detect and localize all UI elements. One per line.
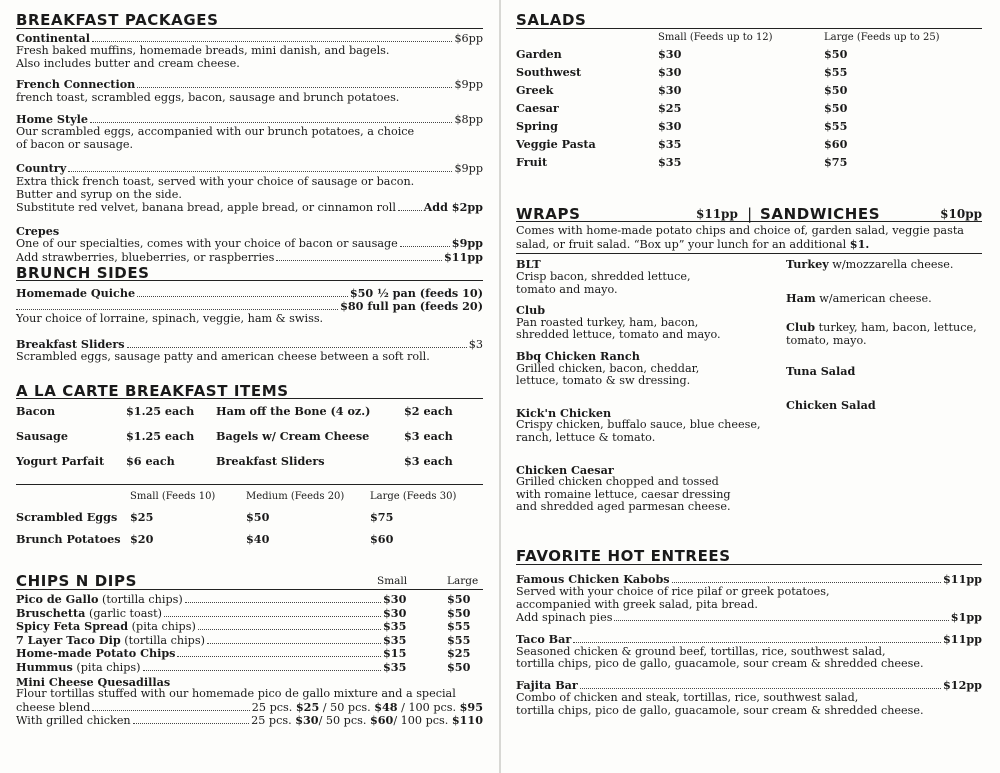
item-quesadillas — [16, 676, 483, 728]
table-row — [516, 66, 982, 84]
leader-dots — [137, 87, 452, 88]
cell: Bacon — [16, 404, 56, 419]
cell: $1.25 each — [126, 429, 195, 444]
wraps-intro: Comes with home-made potato chips and choice of, garden salad, veggie pasta — [516, 224, 964, 238]
item-desc: Grilled chicken chopped and tossed — [516, 475, 719, 489]
item-price: $9pp — [454, 78, 483, 92]
item-desc: of bacon or sausage. — [16, 137, 134, 151]
item-name: Tuna Salad — [786, 364, 856, 379]
cell: $35 — [658, 136, 682, 151]
cell: Spring — [516, 118, 559, 133]
list-item — [516, 464, 776, 514]
cell: $20 — [130, 532, 154, 547]
list-item — [16, 607, 483, 621]
item-desc: shredded lettuce, tomato and mayo. — [516, 328, 721, 342]
cell: $75 — [824, 154, 848, 169]
item-home-style — [16, 113, 483, 152]
item-continental — [16, 32, 483, 71]
cell: $1.25 each — [126, 404, 195, 419]
cell: Ham off the Bone (4 oz.) — [216, 404, 371, 419]
cell: $35 — [658, 154, 682, 169]
list-item — [16, 620, 483, 634]
item-price: $8pp — [454, 112, 483, 126]
item-desc: turkey, ham, bacon, lettuce, — [815, 321, 977, 335]
leader-dots — [185, 602, 381, 603]
brunch-sides-heading: BRUNCH SIDES — [16, 267, 483, 282]
cell: $30 — [658, 118, 682, 133]
table-row — [16, 430, 483, 455]
item-price: $11pp — [943, 571, 982, 586]
leader-dots — [573, 642, 941, 643]
item-fajita-bar — [516, 679, 982, 717]
item-name: Chicken Salad — [786, 398, 876, 413]
intro-text: salad, or fruit salad. “Box up” your lunch for an additional — [516, 237, 850, 251]
item-french-connection — [16, 78, 483, 104]
item-desc: Scrambled eggs, sausage patty and american cheese between a soft roll. — [16, 350, 430, 364]
leader-dots — [68, 171, 452, 172]
item-desc: With grilled chicken — [16, 714, 131, 728]
leader-dots — [398, 210, 422, 211]
item-desc: Seasoned chicken & ground beef, tortillas, rice, southwest salad, — [516, 644, 886, 658]
item-crepes — [16, 225, 483, 265]
item-desc: Combo of chicken and steak, tortillas, rice, southwest salad, — [516, 690, 859, 704]
table-row — [516, 138, 982, 156]
leader-dots — [580, 688, 941, 689]
cell: $50 — [824, 82, 848, 97]
item-name: Home Style — [16, 111, 88, 126]
table-row — [516, 84, 982, 102]
qty: / 100 pcs. — [397, 700, 460, 714]
dip-name: Home-made Potato Chips — [16, 646, 176, 661]
item-desc: accompanied with greek salad, pita bread. — [516, 597, 758, 611]
cell: $60 — [824, 136, 848, 151]
item-breakfast-sliders — [16, 338, 483, 364]
leader-dots — [137, 296, 348, 297]
item-desc: One of our specialties, comes with your choice of bacon or sausage — [16, 237, 398, 251]
dip-note: (pita chips) — [76, 661, 141, 675]
cell — [516, 32, 658, 48]
item-price: $80 full pan (feeds 20) — [340, 299, 483, 314]
header-large: Large — [447, 575, 479, 588]
leader-dots — [614, 620, 948, 621]
item-name: Country — [16, 161, 67, 176]
salads-table — [516, 32, 982, 174]
item-extra-price: $1pp — [950, 610, 982, 625]
price-small: $35 — [383, 619, 407, 634]
dip-note: (tortilla chips) — [102, 593, 183, 607]
price: $25 — [295, 699, 320, 714]
divider — [16, 484, 483, 485]
qty: / 100 pcs. — [393, 714, 452, 728]
divider — [516, 253, 982, 254]
substitute-price: Add $2pp — [423, 200, 483, 215]
price-small: $15 — [383, 646, 407, 661]
qty: 25 pcs. — [251, 700, 296, 714]
item-desc: cheese blend — [16, 700, 91, 714]
cell: Yogurt Parfait — [16, 454, 105, 469]
item-desc: tomato, mayo. — [786, 333, 867, 347]
price-large: $50 — [447, 592, 471, 607]
item-name: Kick'n Chicken — [516, 405, 612, 420]
cell: Bagels w/ Cream Cheese — [216, 429, 370, 444]
leader-dots — [92, 710, 249, 711]
item-name: Club — [786, 320, 816, 335]
dip-name: Pico de Gallo — [16, 592, 99, 607]
leader-dots — [400, 246, 450, 247]
sized-items-table — [16, 491, 483, 555]
item-name: Bbq Chicken Ranch — [516, 348, 640, 363]
cell: Brunch Potatoes — [16, 532, 121, 547]
wraps-list — [516, 258, 776, 514]
item-desc: Also includes butter and cream cheese. — [16, 56, 240, 70]
cell: Scrambled Eggs — [16, 510, 118, 525]
item-price: $11pp — [444, 249, 483, 264]
header-small: Small (Feeds up to 12) — [658, 31, 773, 43]
table-row — [16, 455, 483, 480]
table-row — [16, 533, 483, 555]
cell: Fruit — [516, 154, 548, 169]
table-header-row — [516, 32, 982, 48]
item-desc: tortilla chips, pico de gallo, guacamole, sour cream & shredded cheese. — [516, 657, 924, 671]
item-price: $3 — [468, 337, 483, 351]
list-item — [516, 350, 776, 388]
chips-heading — [16, 572, 483, 591]
cell: $50 — [824, 46, 848, 61]
item-quiche — [16, 287, 483, 326]
table-row — [516, 156, 982, 174]
wraps-intro — [516, 238, 982, 252]
item-desc: Fresh baked muffins, homemade breads, mini danish, and bagels. — [16, 44, 390, 58]
item-desc: Flour tortillas stuffed with our homemade pico de gallo mixture and a special — [16, 687, 456, 701]
cell: $25 — [658, 100, 682, 115]
item-desc: Extra thick french toast, served with your choice of sausage or bacon. — [16, 174, 415, 188]
item-desc: Our scrambled eggs, accompanied with our brunch potatoes, a choice — [16, 125, 415, 139]
cell: $55 — [824, 64, 848, 79]
wraps-heading — [516, 204, 982, 223]
item-desc: Pan roasted turkey, ham, bacon, — [516, 315, 699, 329]
item-desc: Grilled chicken, bacon, cheddar, — [516, 361, 700, 375]
item-extra: Add spinach pies — [516, 611, 613, 625]
cell: $75 — [370, 510, 394, 525]
list-item — [786, 321, 982, 365]
item-taco-bar — [516, 633, 982, 671]
cell: $50 — [824, 100, 848, 115]
dip-name: Hummus — [16, 660, 73, 675]
qty: / 50 pcs. — [318, 714, 370, 728]
sandwiches-list — [786, 258, 982, 413]
table-row — [16, 511, 483, 533]
leader-dots — [198, 629, 381, 630]
item-desc: Your choice of lorraine, spinach, veggie, ham & swiss. — [16, 312, 324, 326]
salads-heading: SALADS — [516, 14, 982, 29]
wraps-title: WRAPS — [516, 204, 581, 223]
price-small: $35 — [383, 660, 407, 675]
price: $48 — [374, 699, 398, 714]
right-column — [516, 11, 982, 717]
item-desc: Butter and syrup on the side. — [16, 187, 182, 201]
cell: Southwest — [516, 64, 582, 79]
cell: $30 — [658, 46, 682, 61]
cell: Breakfast Sliders — [216, 454, 325, 469]
cell: $3 each — [404, 454, 453, 469]
item-desc: with romaine lettuce, caesar dressing — [516, 487, 731, 501]
cell: $30 — [658, 64, 682, 79]
cell: $6 each — [126, 454, 175, 469]
cell: $25 — [130, 510, 154, 525]
leader-dots — [127, 347, 467, 348]
list-item — [786, 399, 982, 413]
item-desc: Crispy chicken, buffalo sauce, blue cheese, — [516, 418, 761, 432]
dip-note: (garlic toast) — [89, 606, 163, 620]
qty: / 50 pcs. — [319, 700, 375, 714]
item-desc: tomato and mayo. — [516, 282, 618, 296]
list-item — [516, 258, 776, 296]
cell: Sausage — [16, 429, 68, 444]
cell: $40 — [246, 532, 270, 547]
item-desc: w/mozzarella cheese. — [828, 258, 954, 272]
list-item — [16, 647, 483, 661]
item-name: Crepes — [16, 223, 60, 238]
cell: Veggie Pasta — [516, 136, 596, 151]
header-small: Small (Feeds 10) — [130, 491, 216, 503]
item-name: French Connection — [16, 77, 136, 92]
item-name: Mini Cheese Quesadillas — [16, 674, 171, 689]
leader-dots — [177, 656, 381, 657]
price-small: $35 — [383, 632, 407, 647]
item-name: Club — [516, 303, 546, 318]
item-price: $6pp — [454, 31, 483, 45]
item-price: $9pp — [451, 236, 483, 251]
price: $110 — [451, 713, 483, 728]
cell: $55 — [824, 118, 848, 133]
item-chicken-kabobs — [516, 573, 982, 625]
price: $60 — [369, 713, 394, 728]
substitute-text: Substitute red velvet, banana bread, apple bread, or cinnamon roll — [16, 201, 396, 215]
item-name: Chicken Caesar — [516, 462, 614, 477]
price-large: $55 — [447, 632, 471, 647]
leader-dots — [672, 582, 941, 583]
leader-dots — [90, 122, 452, 123]
list-item — [786, 292, 982, 321]
cell: Garden — [516, 46, 562, 61]
dip-name: Spicy Feta Spread — [16, 619, 129, 634]
price-small: $30 — [383, 605, 407, 620]
qty: 25 pcs. — [251, 714, 296, 728]
item-desc: tortilla chips, pico de gallo, guacamole, sour cream & shredded cheese. — [516, 703, 924, 717]
sandwiches-title: SANDWICHES — [760, 204, 881, 223]
item-price: $11pp — [943, 631, 982, 646]
table-row — [516, 102, 982, 120]
page-fold — [499, 0, 501, 773]
leader-dots — [207, 643, 381, 644]
item-country — [16, 162, 483, 214]
item-desc: and shredded aged parmesan cheese. — [516, 500, 731, 514]
item-price: $12pp — [943, 677, 982, 692]
dip-name: Bruschetta — [16, 605, 86, 620]
item-name: Homemade Quiche — [16, 286, 136, 301]
item-name: Turkey — [786, 257, 829, 272]
intro-price: $1. — [849, 236, 870, 251]
item-name: Famous Chicken Kabobs — [516, 571, 670, 586]
item-price: $9pp — [454, 162, 483, 176]
list-item — [16, 634, 483, 648]
wraps-price: $11pp — [696, 206, 738, 221]
cell: Greek — [516, 82, 554, 97]
left-column — [16, 11, 483, 728]
list-item — [786, 258, 982, 292]
item-name: Fajita Bar — [516, 677, 578, 692]
list-item — [16, 661, 483, 675]
leader-dots — [164, 616, 381, 617]
table-row — [516, 48, 982, 66]
leader-dots — [16, 309, 338, 310]
item-name: Taco Bar — [516, 631, 572, 646]
a-la-carte-table — [16, 405, 483, 480]
sandwiches-price: $10pp — [940, 206, 982, 221]
table-row — [516, 120, 982, 138]
price-large: $55 — [447, 619, 471, 634]
item-name: Breakfast Sliders — [16, 336, 125, 351]
cell: $50 — [246, 510, 270, 525]
breakfast-packages-heading: BREAKFAST PACKAGES — [16, 14, 483, 29]
header-medium: Medium (Feeds 20) — [246, 491, 345, 503]
item-desc: ranch, lettuce & tomato. — [516, 430, 656, 444]
chips-title: CHIPS N DIPS — [16, 572, 137, 591]
item-name: Continental — [16, 30, 90, 45]
cell — [16, 491, 130, 511]
item-desc: lettuce, tomato & sw dressing. — [516, 374, 691, 388]
item-name: BLT — [516, 257, 541, 272]
cell: $2 each — [404, 404, 453, 419]
leader-dots — [92, 41, 452, 42]
header-large: Large (Feeds 30) — [370, 491, 457, 503]
item-price: $50 ½ pan (feeds 10) — [349, 286, 483, 301]
price-large: $50 — [447, 660, 471, 675]
item-desc: Crisp bacon, shredded lettuce, — [516, 269, 691, 283]
cell: Caesar — [516, 100, 559, 115]
price: $30 — [295, 713, 319, 728]
price: $95 — [459, 699, 483, 714]
dip-name: 7 Layer Taco Dip — [16, 632, 121, 647]
list-item — [516, 407, 776, 445]
list-item — [786, 365, 982, 399]
item-desc: w/american cheese. — [815, 292, 932, 306]
dip-note: (pita chips) — [131, 620, 196, 634]
separator: | — [747, 204, 753, 223]
dip-note: (tortilla chips) — [124, 633, 205, 647]
a-la-carte-heading: A LA CARTE BREAKFAST ITEMS — [16, 385, 483, 400]
cell: $30 — [658, 82, 682, 97]
item-desc: Served with your choice of rice pilaf or greek potatoes, — [516, 584, 830, 598]
header-small: Small — [377, 575, 408, 588]
hot-entrees-heading: FAVORITE HOT ENTREES — [516, 550, 982, 565]
header-large: Large (Feeds up to 25) — [824, 31, 940, 43]
price-large: $50 — [447, 605, 471, 620]
item-desc: french toast, scrambled eggs, bacon, sausage and brunch potatoes. — [16, 90, 400, 104]
table-header-row — [16, 491, 483, 511]
leader-dots — [143, 670, 381, 671]
price-small: $30 — [383, 592, 407, 607]
wraps-sandwiches-grid — [516, 258, 982, 528]
chips-list — [16, 593, 483, 675]
table-row — [16, 405, 483, 430]
leader-dots — [133, 723, 249, 724]
price-large: $25 — [447, 646, 471, 661]
list-item — [16, 593, 483, 607]
item-desc: Add strawberries, blueberries, or raspberries — [16, 250, 275, 264]
cell: $3 each — [404, 429, 453, 444]
leader-dots — [276, 260, 442, 261]
cell: $60 — [370, 532, 394, 547]
list-item — [516, 304, 776, 342]
item-name: Ham — [786, 291, 816, 306]
